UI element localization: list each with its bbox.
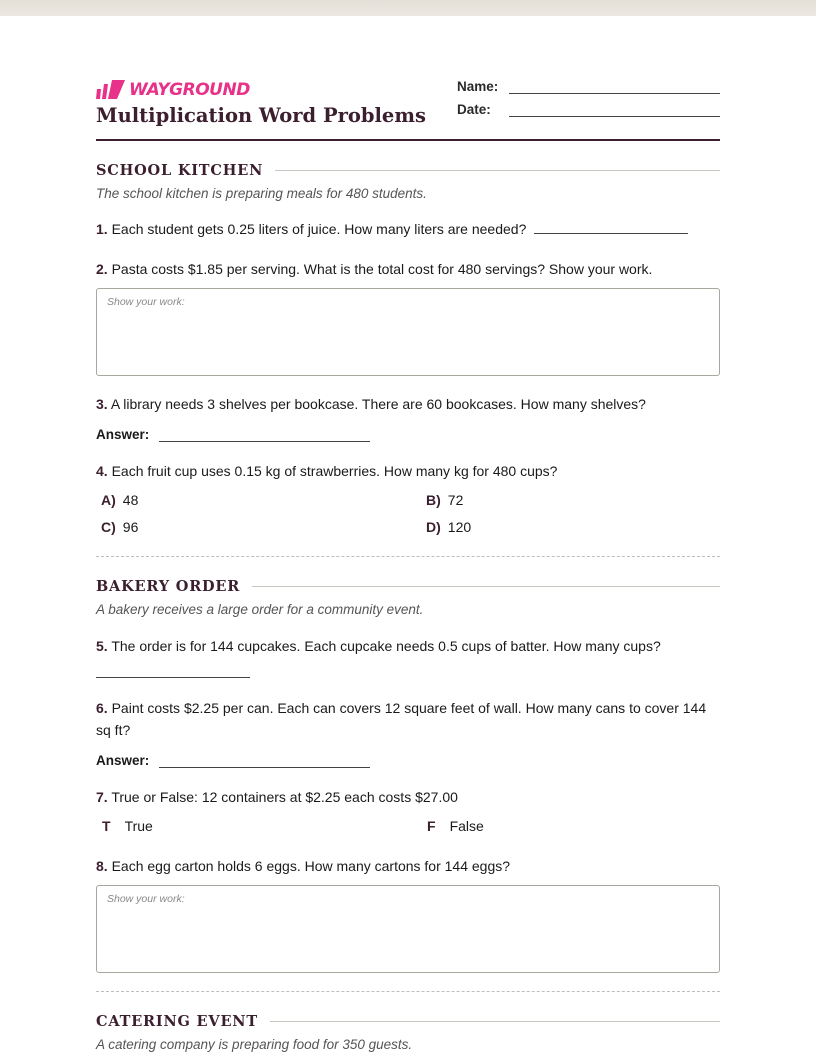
top-strip <box>0 0 816 16</box>
question-number: 7. <box>96 789 108 805</box>
date-label: Date: <box>457 102 491 117</box>
brand-logo <box>96 80 250 100</box>
question-1 <box>96 218 720 240</box>
section-heading-bakery-order <box>96 576 720 596</box>
question-text: True or False: 12 containers at $2.25 each costs $27.00 <box>111 789 458 805</box>
date-input-line[interactable] <box>509 102 720 117</box>
brand-name: WAYGROUND <box>129 80 250 100</box>
section-title: SCHOOL KITCHEN <box>96 161 264 179</box>
choice-value: 96 <box>122 519 139 535</box>
section-title: CATERING EVENT <box>96 1012 258 1030</box>
choice-true[interactable] <box>102 818 153 834</box>
question-number: 6. <box>96 700 108 716</box>
question-6 <box>96 697 720 741</box>
choice-letter: B) <box>426 492 441 508</box>
section-heading-catering-event <box>96 1011 720 1031</box>
section-intro: A bakery receives a large order for a community event. <box>96 602 424 617</box>
section-divider <box>270 1021 720 1022</box>
question-text: Each student gets 0.25 liters of juice. How many liters are needed? <box>111 221 527 237</box>
choice-b[interactable] <box>426 492 463 508</box>
section-title: BAKERY ORDER <box>96 577 241 595</box>
date-field <box>457 99 720 117</box>
section-divider <box>275 170 720 171</box>
question-text: Each fruit cup uses 0.15 kg of strawberries. How many kg for 480 cups? <box>111 463 558 479</box>
answer-blank[interactable] <box>96 677 250 678</box>
work-box-placeholder: Show your work: <box>107 893 185 905</box>
question-number: 8. <box>96 858 108 874</box>
question-number: 1. <box>96 221 108 237</box>
answer-field <box>96 422 370 442</box>
choice-letter: T <box>102 818 111 834</box>
worksheet-header <box>96 76 720 141</box>
choice-a[interactable] <box>101 492 138 508</box>
section-intro: A catering company is preparing food for 350 guests. <box>96 1037 413 1052</box>
section-separator <box>96 556 720 557</box>
section-heading-school-kitchen <box>96 160 720 180</box>
work-box[interactable] <box>96 885 720 973</box>
choice-letter: D) <box>426 519 441 535</box>
question-text: Pasta costs $1.85 per serving. What is the total cost for 480 servings? Show your work. <box>111 261 653 277</box>
question-3 <box>96 393 720 415</box>
name-field <box>457 76 720 94</box>
question-number: 3. <box>96 396 108 412</box>
question-2 <box>96 258 720 280</box>
choice-letter: C) <box>101 519 116 535</box>
answer-label: Answer: <box>96 427 150 442</box>
question-7 <box>96 786 720 808</box>
section-divider <box>252 586 720 587</box>
wayground-logo-icon <box>96 80 126 100</box>
question-8 <box>96 855 720 877</box>
question-4 <box>96 460 720 482</box>
question-number: 2. <box>96 261 108 277</box>
question-text: The order is for 144 cupcakes. Each cupcake needs 0.5 cups of batter. How many cups? <box>111 638 661 654</box>
question-number: 4. <box>96 463 108 479</box>
question-text: Each egg carton holds 6 eggs. How many cartons for 144 eggs? <box>111 858 511 874</box>
name-input-line[interactable] <box>509 79 720 94</box>
choice-value: False <box>449 818 484 834</box>
name-label: Name: <box>457 79 499 94</box>
choice-letter: A) <box>101 492 116 508</box>
choice-d[interactable] <box>426 519 471 535</box>
section-intro: The school kitchen is preparing meals for 480 students. <box>96 186 427 201</box>
choice-false[interactable] <box>427 818 484 834</box>
answer-field <box>96 748 370 768</box>
choice-value: 120 <box>447 519 472 535</box>
answer-line[interactable] <box>159 753 370 768</box>
work-box[interactable] <box>96 288 720 376</box>
question-number: 5. <box>96 638 108 654</box>
answer-label: Answer: <box>96 753 150 768</box>
answer-blank[interactable] <box>534 221 688 234</box>
answer-line[interactable] <box>159 427 370 442</box>
choice-c[interactable] <box>101 519 138 535</box>
choice-value: 48 <box>122 492 139 508</box>
page-title: Multiplication Word Problems <box>96 104 426 127</box>
question-5 <box>96 635 720 657</box>
section-separator <box>96 991 720 992</box>
choice-letter: F <box>427 818 436 834</box>
choice-value: True <box>124 818 153 834</box>
work-box-placeholder: Show your work: <box>107 296 185 308</box>
question-text: A library needs 3 shelves per bookcase. There are 60 bookcases. How many shelves? <box>110 396 646 412</box>
choice-value: 72 <box>447 492 464 508</box>
question-text: Paint costs $2.25 per can. Each can covers 12 square feet of wall. How many cans to cover 144 sq ft? <box>96 700 707 738</box>
